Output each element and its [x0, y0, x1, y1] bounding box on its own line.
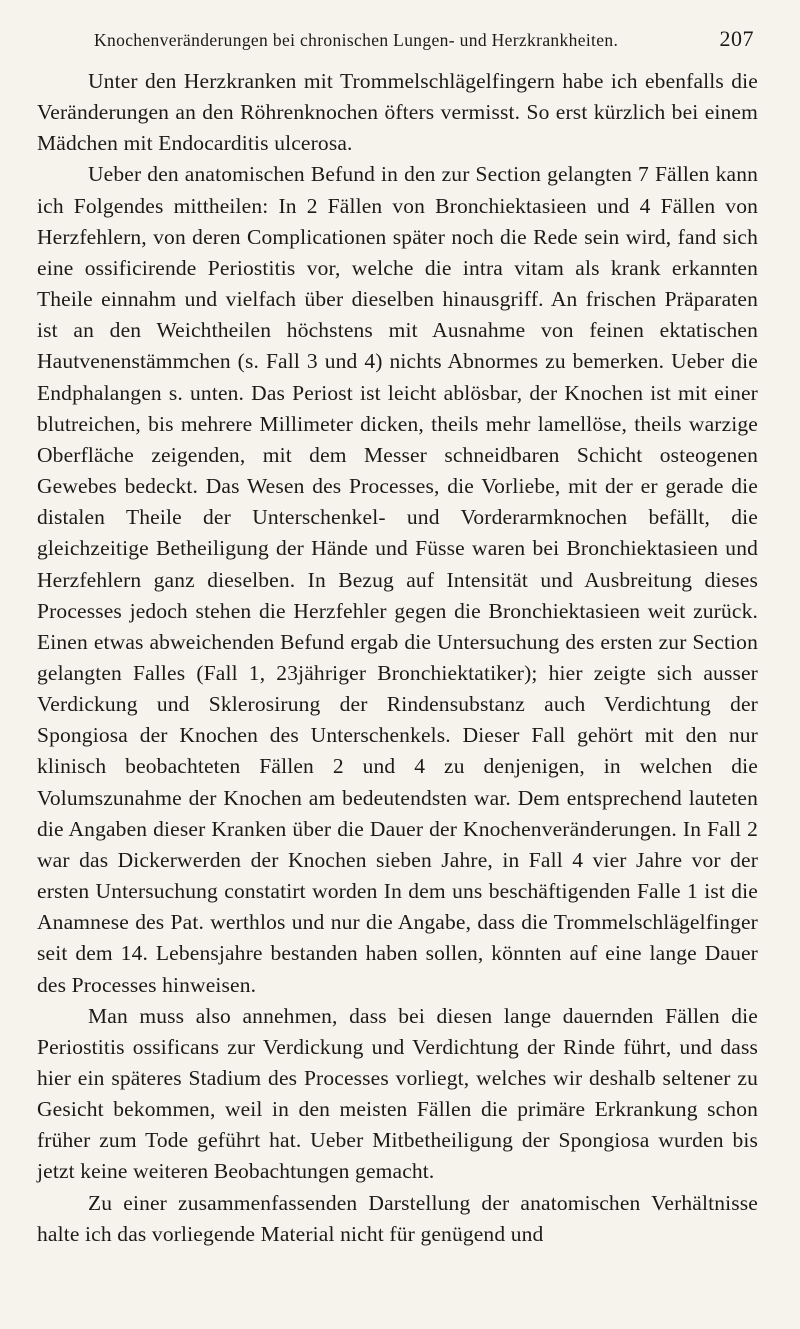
running-head — [37, 26, 758, 66]
paragraph-2: Ueber den anatomischen Befund in den zur Section gelangten 7 Fällen kann ich Folgendes mittheilen: In 2 Fällen von Bronchiektasieen und 4 Fällen von Herzfehlern, von deren Complicationen später noch die Rede sein wird, fand sich eine ossificirende Periostitis vor, welche die intra vitam als krank erkannten Theile einnahm und vielfach über dieselben hinausgriff. An frischen Präparaten ist an den Weichtheilen höchstens mit Ausnahme von feinen ektatischen Hautvenenstämmchen (s. Fall 3 und 4) nichts Abnormes zu bemerken. Ueber die Endphalangen s. unten. Das Periost ist leicht ablösbar, der Knochen ist mit einer blutreichen, bis mehrere Millimeter dicken, theils mehr lamellöse, theils warzige Oberfläche zeigenden, mit dem Messer schneidbaren Schicht osteogenen Gewebes bedeckt. Das Wesen des Processes, die Vorliebe, mit der er gerade die distalen Theile der Unterschenkel- und Vorderarmknochen befällt, die gleichzeitige Betheiligung der Hände und Füsse waren bei Bronchiektasieen und Herzfehlern ganz dieselben. In Bezug auf Intensität und Ausbreitung dieses Processes jedoch stehen die Herzfehler gegen die Bronchiektasieen weit zurück. Einen etwas abweichenden Befund ergab die Untersuchung des ersten zur Section gelangten Falles (Fall 1, 23jähriger Bronchiektatiker); hier zeigte sich ausser Verdickung und Sklerosirung der Rindensubstanz auch Verdichtung der Spongiosa der Knochen des Unterschenkels. Dieser Fall gehört mit den nur klinisch beobachteten Fällen 2 und 4 zu denjenigen, in welchen die Volumszunahme der Knochen am bedeutendsten war. Dem entsprechend lauteten die Angaben dieser Kranken über die Dauer der Knochenveränderungen. In Fall 2 war das Dickerwerden der Knochen sieben Jahre, in Fall 4 vier Jahre vor der ersten Untersuchung constatirt worden In dem uns beschäftigenden Falle 1 ist die Anamnese des Pat. werthlos und nur die Angabe, dass die Trommelschlägelfinger seit dem 14. Lebensjahre bestanden haben sollen, könnten auf eine lange Dauer des Processes hinweisen. — [37, 162, 758, 997]
body-text — [37, 66, 758, 1250]
running-title: Knochenveränderungen bei chronischen Lungen- und Herzkrankheiten. — [94, 30, 619, 50]
paragraph-1: Unter den Herzkranken mit Trommelschlägelfingern habe ich ebenfalls die Veränderungen an den Röhrenknochen öfters vermisst. So erst kürzlich bei einem Mädchen mit Endocarditis ulcerosa. — [37, 69, 758, 156]
paragraph-3: Man muss also annehmen, dass bei diesen lange dauernden Fällen die Periostitis ossificans zur Verdickung und Verdichtung der Rinde führt, und dass hier ein späteres Stadium des Processes vorliegt, welches wir deshalb seltener zu Gesicht bekommen, weil in den meisten Fällen die primäre Erkrankung schon früher zum Tode geführt hat. Ueber Mitbetheiligung der Spongiosa wurden bis jetzt keine weiteren Beobachtungen gemacht. — [37, 1003, 758, 1184]
paragraph-4: Zu einer zusammenfassenden Darstellung der anatomischen Verhältnisse halte ich das vorliegende Material nicht für genügend und — [37, 1190, 758, 1246]
page-number: 207 — [719, 26, 754, 51]
